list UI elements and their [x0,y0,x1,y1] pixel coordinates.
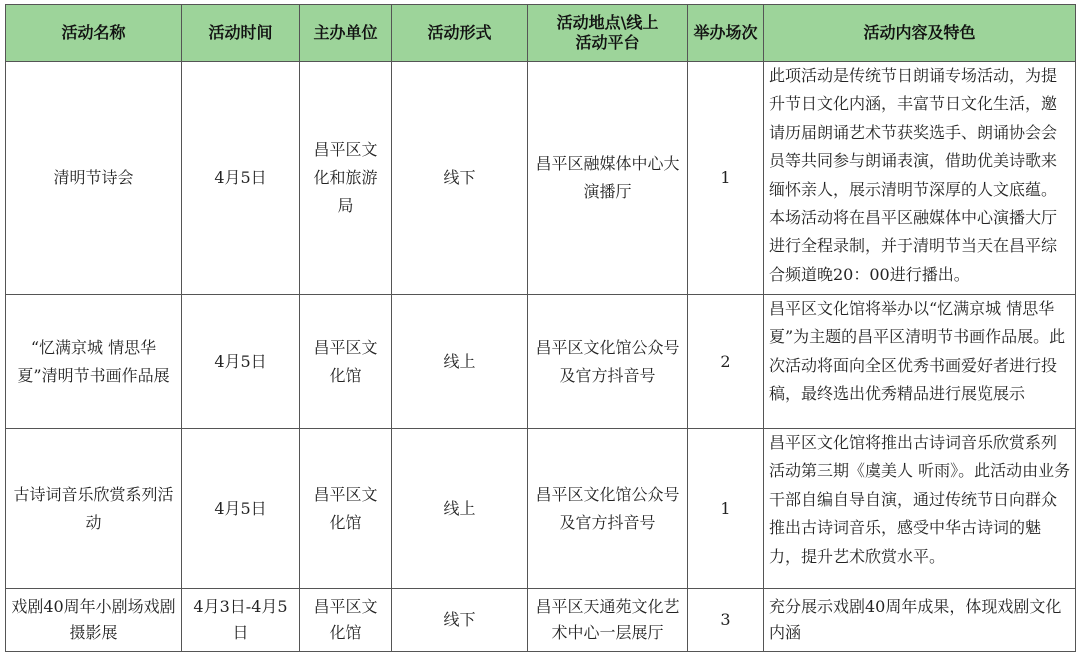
header-activity-time: 活动时间 [182,5,300,62]
cell-time: 4月5日 [182,295,300,429]
cell-organizer [300,295,392,429]
cell-organizer [300,589,392,652]
cell-name-text: 清明节诗会 [53,168,134,187]
table-row [6,589,1076,652]
cell-description: 充分展示戏剧40周年成果，体现戏剧文化内涵 [764,589,1076,652]
table-row [6,429,1076,589]
cell-venue [528,295,688,429]
cell-description: 昌平区文化馆将推出古诗词音乐欣赏系列活动第三期《虞美人 听雨》。此活动由业务干部自编自导自演，通过传统节日向群众推出古诗词音乐，感受中华古诗词的魅力，提升艺术欣赏水平。 [764,429,1076,589]
cell-organizer-text: 昌平区文化馆 [313,597,378,642]
cell-time: 4月5日 [182,62,300,295]
cell-time [182,589,300,652]
cell-description: 昌平区文化馆将举办以“忆满京城 情思华夏”为主题的昌平区清明节书画作品展。此次活动将面向全区优秀书画爱好者进行投稿，最终选出优秀精品进行展览展示 [764,295,1076,429]
cell-sessions: 3 [688,589,764,652]
header-venue-platform-label: 活动地点\线上活动平台 [556,13,659,52]
cell-venue-text: 昌平区文化馆公众号及官方抖音号 [535,484,680,532]
cell-organizer-text: 昌平区文化和旅游局 [313,140,378,215]
cell-organizer [300,62,392,295]
cell-venue [528,62,688,295]
activity-table [5,4,1076,652]
cell-name-text: “忆满京城 情思华夏”清明节书画作品展 [17,337,170,385]
cell-format: 线下 [392,589,528,652]
cell-name [6,295,182,429]
cell-organizer [300,429,392,589]
cell-venue-text: 昌平区文化馆公众号及官方抖音号 [535,337,680,385]
cell-organizer-text: 昌平区文化馆 [313,484,378,532]
cell-sessions: 2 [688,295,764,429]
header-description: 活动内容及特色 [764,5,1076,62]
cell-organizer-text: 昌平区文化馆 [313,337,378,385]
cell-name-text: 戏剧40周年小剧场戏剧摄影展 [11,597,176,642]
table-row [6,295,1076,429]
cell-format: 线上 [392,295,528,429]
header-sessions: 举办场次 [688,5,764,62]
cell-name-text: 古诗词音乐欣赏系列活动 [13,484,174,532]
cell-format: 线下 [392,62,528,295]
cell-venue [528,429,688,589]
cell-venue-text: 昌平区融媒体中心大演播厅 [535,154,680,201]
cell-sessions: 1 [688,429,764,589]
header-activity-format: 活动形式 [392,5,528,62]
header-venue-platform [528,5,688,62]
cell-time: 4月5日 [182,429,300,589]
cell-description: 此项活动是传统节日朗诵专场活动，为提升节日文化内涵，丰富节日文化生活，邀请历届朗诵艺术节获奖选手、朗诵协会会员等共同参与朗诵表演，借助优美诗歌来缅怀亲人，展示清明节深厚的人文底蕴。本场活动将在昌平区融媒体中心演播大厅进行全程录制，并于清明节当天在昌平综合频道晚20：00进行播出。 [764,62,1076,295]
cell-format: 线上 [392,429,528,589]
table-row [6,62,1076,295]
cell-venue-text: 昌平区天通苑文化艺术中心一层展厅 [535,597,680,642]
cell-venue [528,589,688,652]
header-activity-name: 活动名称 [6,5,182,62]
cell-name [6,589,182,652]
cell-sessions: 1 [688,62,764,295]
cell-name [6,62,182,295]
header-organizer: 主办单位 [300,5,392,62]
cell-time-text: 4月3日-4月5日 [193,597,288,642]
cell-name [6,429,182,589]
table-header-row [6,5,1076,62]
